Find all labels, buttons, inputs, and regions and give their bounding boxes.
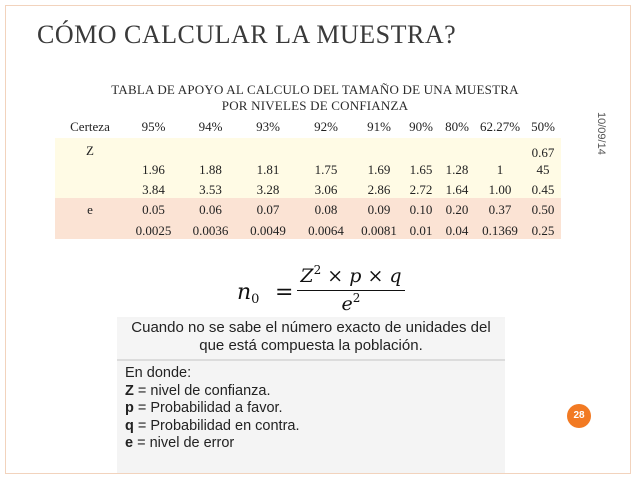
table-caption — [55, 82, 575, 114]
table-cell: 1.64 — [439, 178, 475, 198]
header-cell: 92% — [297, 116, 355, 138]
table-row-z — [55, 138, 561, 178]
table-cell: 3.06 — [297, 178, 355, 198]
header-cell: 93% — [239, 116, 297, 138]
formula-num-rest: × p × q — [321, 265, 402, 287]
header-cell: 62.27% — [475, 116, 525, 138]
table-cell: 0.07 — [239, 198, 297, 218]
table-cell: 0.0036 — [182, 218, 239, 239]
table-cell: 1.28 — [439, 138, 475, 178]
formula-image — [117, 261, 505, 473]
table-cell — [55, 178, 125, 198]
formula-den-sup: 2 — [352, 291, 361, 305]
table-cell: 1.00 — [475, 178, 525, 198]
formula-num-z: Z — [300, 265, 314, 287]
table-cell: 0.01 — [403, 218, 439, 239]
table-row-e — [55, 198, 561, 218]
table-cell: 0.0064 — [297, 218, 355, 239]
table-cell: 0.37 — [475, 198, 525, 218]
definition-text: = Probabilidad a favor. — [133, 400, 283, 416]
table-cell — [55, 218, 125, 239]
confidence-table — [55, 116, 561, 239]
formula-equals: = — [275, 280, 294, 305]
formula-num-z-sup: 2 — [313, 263, 322, 277]
definition-item — [125, 418, 495, 436]
table-cell: 1.96 — [125, 138, 182, 178]
table-cell: 2.86 — [355, 178, 403, 198]
row-label-e: e — [55, 198, 125, 218]
table-cell: 0.09 — [355, 198, 403, 218]
table-cell-part: 0.67 — [531, 145, 555, 160]
formula-lhs — [237, 280, 259, 307]
table-header-row — [55, 116, 561, 138]
header-cell: 94% — [182, 116, 239, 138]
header-cell: 80% — [439, 116, 475, 138]
header-cell: 50% — [525, 116, 561, 138]
slide-date: 10/09/14 — [595, 112, 607, 155]
header-cell: 91% — [355, 116, 403, 138]
formula-lhs-symbol: n — [237, 280, 252, 305]
definition-symbol: q — [125, 417, 134, 434]
definition-item — [125, 383, 495, 401]
table-cell: 0.0025 — [125, 218, 182, 239]
definition-symbol: p — [125, 400, 134, 416]
formula-note — [117, 319, 505, 359]
table-cell-split — [525, 138, 561, 178]
table-cell: 0.08 — [297, 198, 355, 218]
table-cell: 0.10 — [403, 198, 439, 218]
table-cell: 0.06 — [182, 198, 239, 218]
table-cell-part: 45 — [536, 162, 550, 177]
table-cell: 2.72 — [403, 178, 439, 198]
table-cell: 0.1369 — [475, 218, 525, 239]
header-cell: Certeza — [55, 116, 125, 138]
page-number-badge: 28 — [567, 404, 591, 428]
table-cell: 3.28 — [239, 178, 297, 198]
row-label-z: Z — [55, 138, 125, 178]
table-cell: 0.25 — [525, 218, 561, 239]
table-cell: 1.81 — [239, 138, 297, 178]
table-caption-line2: POR NIVELES DE CONFIANZA — [221, 98, 409, 113]
definitions — [125, 365, 495, 453]
definition-symbol: Z — [125, 382, 134, 399]
definition-item — [125, 435, 495, 453]
table-cell: 0.04 — [439, 218, 475, 239]
formula-lhs-subscript: 0 — [251, 292, 260, 307]
formula-note-line2: que está compuesta la población. — [199, 337, 423, 354]
table-cell: 3.84 — [125, 178, 182, 198]
slide-title: CÓMO CALCULAR LA MUESTRA? — [37, 20, 457, 49]
table-row-z-squared — [55, 178, 561, 198]
table-cell: 0.50 — [525, 198, 561, 218]
table-cell: 1.88 — [182, 138, 239, 178]
formula-expression — [237, 261, 437, 317]
table-cell: 1 — [475, 138, 525, 178]
definitions-heading: En donde: — [125, 365, 192, 381]
table-cell: 3.53 — [182, 178, 239, 198]
table-cell: 0.05 — [125, 198, 182, 218]
table-cell: 0.45 — [525, 178, 561, 198]
definition-symbol: e — [125, 435, 134, 451]
table-cell: 1.75 — [297, 138, 355, 178]
table-cell: 1.65 — [403, 138, 439, 178]
definition-item — [125, 400, 495, 418]
table-cell: 0.0049 — [239, 218, 297, 239]
table-cell: 1.69 — [355, 138, 403, 178]
formula-denominator — [297, 291, 405, 315]
divider — [117, 359, 505, 361]
definition-text: = nivel de confianza. — [133, 382, 271, 399]
definition-text: = nivel de error — [133, 435, 235, 451]
table-caption-line1: TABLA DE APOYO AL CALCULO DEL TAMAÑO DE UNA MUESTRA — [111, 82, 519, 97]
header-cell: 90% — [403, 116, 439, 138]
table-cell: 0.0081 — [355, 218, 403, 239]
sample-size-formula — [117, 261, 505, 317]
definition-text: = Probabilidad en contra. — [133, 417, 300, 434]
formula-numerator — [297, 263, 405, 287]
header-cell: 95% — [125, 116, 182, 138]
formula-den-e: e — [341, 293, 353, 315]
table-cell: 0.20 — [439, 198, 475, 218]
table-row-e-squared — [55, 218, 561, 239]
formula-note-line1: Cuando no se sabe el número exacto de unidades del — [131, 319, 491, 336]
